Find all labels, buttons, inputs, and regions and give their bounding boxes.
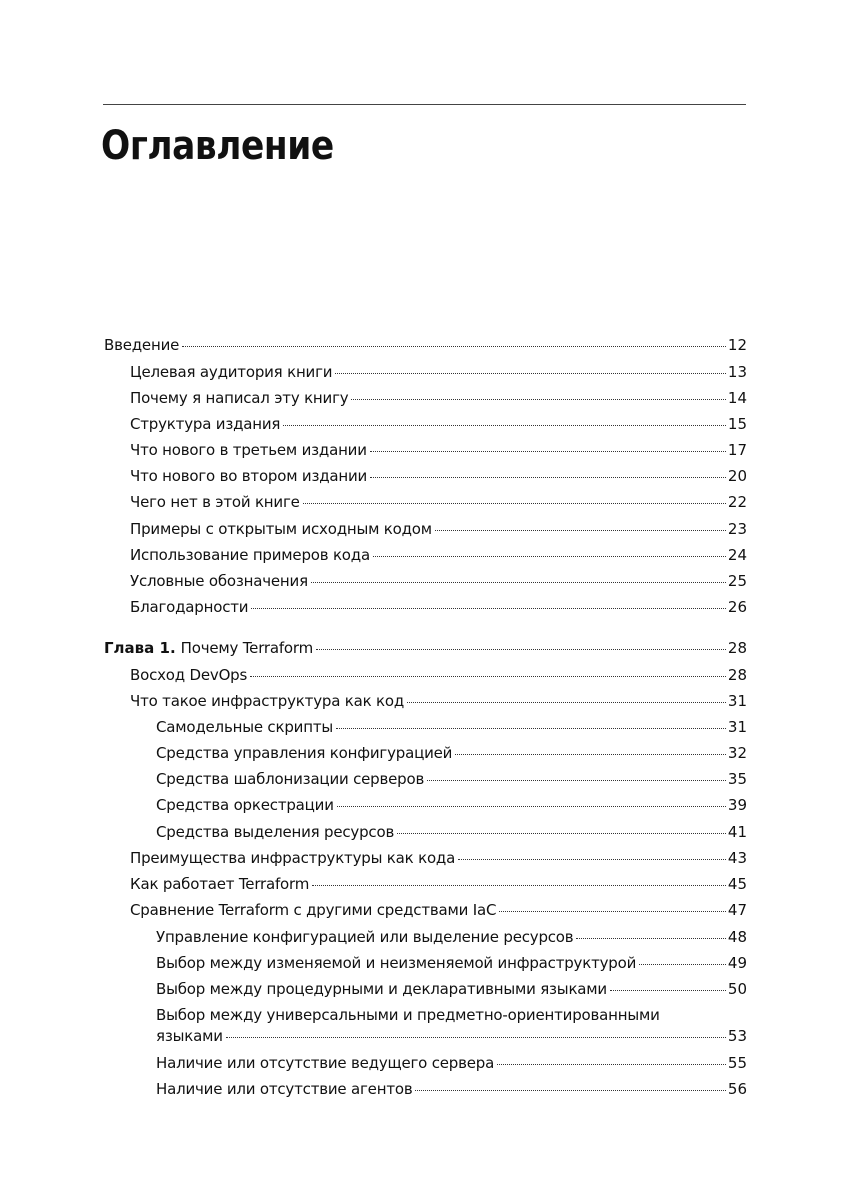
- toc-entry-label: Средства оркестрации: [156, 796, 334, 814]
- dot-leader: [316, 649, 726, 650]
- dot-leader: [182, 346, 726, 347]
- toc-entry-label: Выбор между изменяемой и неизменяемой инфраструктурой: [156, 954, 637, 972]
- toc-entry[interactable]: [130, 849, 747, 867]
- toc-entry-label: Наличие или отсутствие агентов: [156, 1080, 413, 1098]
- toc-page-number: 56: [727, 1080, 747, 1098]
- toc-entry-label-line1[interactable]: Выбор между универсальными и предметно-ориентированными: [156, 1006, 660, 1024]
- toc-entry-label: Благодарности: [130, 598, 249, 616]
- toc-entry[interactable]: [130, 598, 747, 616]
- toc-page-number: 39: [727, 796, 747, 814]
- toc-page-number: 23: [727, 520, 747, 538]
- toc-entry-label: Целевая аудитория книги: [130, 363, 333, 381]
- dot-leader: [435, 530, 726, 531]
- toc-entry[interactable]: [130, 546, 747, 564]
- toc-entry-label: Почему я написал эту книгу: [130, 389, 349, 407]
- dot-leader: [407, 702, 726, 703]
- dot-leader: [499, 911, 726, 912]
- toc-entry[interactable]: [156, 1027, 747, 1045]
- toc-page-number: 26: [727, 598, 747, 616]
- toc-page-number: 14: [727, 389, 747, 407]
- toc-page-number: 53: [727, 1027, 747, 1045]
- toc-entry-intro[interactable]: [104, 336, 747, 354]
- toc-page-number: 45: [727, 875, 747, 893]
- toc-entry[interactable]: [130, 692, 747, 710]
- dot-leader: [427, 780, 726, 781]
- toc-entry[interactable]: [156, 954, 747, 972]
- dot-leader: [576, 938, 725, 939]
- toc-entry-label: Что такое инфраструктура как код: [130, 692, 405, 710]
- toc-entry[interactable]: [156, 718, 747, 736]
- toc-page-number: 31: [727, 718, 747, 736]
- toc-entry-label: Управление конфигурацией или выделение ресурсов: [156, 928, 574, 946]
- toc-page-number: 24: [727, 546, 747, 564]
- dot-leader: [311, 582, 726, 583]
- dot-leader: [458, 859, 726, 860]
- dot-leader: [250, 676, 726, 677]
- toc-page-number: 13: [727, 363, 747, 381]
- toc-entry-label: Наличие или отсутствие ведущего сервера: [156, 1054, 495, 1072]
- toc-entry-chapter-1[interactable]: [104, 639, 747, 657]
- toc-entry[interactable]: [156, 796, 747, 814]
- toc-page-number: 28: [727, 639, 747, 657]
- toc-page-number: 48: [727, 928, 747, 946]
- toc-entry[interactable]: [156, 770, 747, 788]
- toc-page-number: 28: [727, 666, 747, 684]
- toc-entry[interactable]: [130, 363, 747, 381]
- dot-leader: [639, 964, 726, 965]
- table-of-contents: [104, 0, 747, 1200]
- toc-page-number: 31: [727, 692, 747, 710]
- toc-entry-label: Самодельные скрипты: [156, 718, 333, 736]
- toc-entry[interactable]: [156, 980, 747, 998]
- toc-entry[interactable]: [130, 467, 747, 485]
- toc-page-number: 43: [727, 849, 747, 867]
- toc-entry-label: Средства шаблонизации серверов: [156, 770, 425, 788]
- dot-leader: [370, 477, 726, 478]
- dot-leader: [370, 451, 726, 452]
- toc-entry[interactable]: [130, 493, 747, 511]
- toc-entry-label: Средства управления конфигурацией: [156, 744, 453, 762]
- dot-leader: [497, 1064, 726, 1065]
- dot-leader: [283, 425, 726, 426]
- toc-entry[interactable]: [130, 666, 747, 684]
- toc-entry-label: Средства выделения ресурсов: [156, 823, 395, 841]
- toc-entry-label: Введение: [104, 336, 180, 354]
- dot-leader: [455, 754, 726, 755]
- toc-entry-label: Выбор между процедурными и декларативными языками: [156, 980, 607, 998]
- toc-entry[interactable]: [130, 520, 747, 538]
- toc-page-number: 49: [727, 954, 747, 972]
- toc-page-number: 20: [727, 467, 747, 485]
- chapter-prefix: Глава 1.: [104, 639, 176, 657]
- toc-entry-label: языками: [156, 1027, 223, 1045]
- toc-entry[interactable]: [130, 572, 747, 590]
- toc-entry-label: Что нового во втором издании: [130, 467, 368, 485]
- toc-entry-label: Примеры с открытым исходным кодом: [130, 520, 432, 538]
- dot-leader: [336, 728, 726, 729]
- dot-leader: [312, 885, 726, 886]
- dot-leader: [303, 503, 726, 504]
- toc-entry[interactable]: [156, 1080, 747, 1098]
- toc-entry[interactable]: [156, 823, 747, 841]
- toc-page-number: 15: [727, 415, 747, 433]
- toc-entry[interactable]: [156, 928, 747, 946]
- toc-page-number: 17: [727, 441, 747, 459]
- toc-entry-label: Использование примеров кода: [130, 546, 370, 564]
- toc-entry[interactable]: [156, 744, 747, 762]
- dot-leader: [351, 399, 725, 400]
- toc-entry-label: Условные обозначения: [130, 572, 308, 590]
- dot-leader: [251, 608, 726, 609]
- toc-entry-label: Почему Terraform: [180, 639, 314, 657]
- toc-entry-label: Как работает Terraform: [130, 875, 310, 893]
- dot-leader: [337, 806, 726, 807]
- toc-entry-label: Что нового в третьем издании: [130, 441, 367, 459]
- toc-page-number: 41: [727, 823, 747, 841]
- dot-leader: [415, 1090, 725, 1091]
- dot-leader: [226, 1037, 726, 1038]
- toc-entry-label: Структура издания: [130, 415, 281, 433]
- toc-page-number: 12: [727, 336, 747, 354]
- toc-page-number: 55: [727, 1054, 747, 1072]
- toc-page-number: 22: [727, 493, 747, 511]
- toc-page-number: 47: [727, 901, 747, 919]
- toc-entry[interactable]: [130, 415, 747, 433]
- dot-leader: [373, 556, 726, 557]
- toc-entry-label: Преимущества инфраструктуры как кода: [130, 849, 456, 867]
- dot-leader: [610, 990, 726, 991]
- toc-entry-label: Сравнение Terraform с другими средствами IaC: [130, 901, 497, 919]
- toc-entry[interactable]: [130, 901, 747, 919]
- toc-page-number: 50: [727, 980, 747, 998]
- toc-entry-label: Восход DevOps: [130, 666, 248, 684]
- toc-entry-label: Чего нет в этой книге: [130, 493, 300, 511]
- toc-page-number: 35: [727, 770, 747, 788]
- dot-leader: [397, 833, 726, 834]
- toc-page-number: 25: [727, 572, 747, 590]
- dot-leader: [335, 373, 726, 374]
- toc-entry[interactable]: [130, 441, 747, 459]
- page-title: Оглавление: [101, 123, 334, 169]
- toc-page-number: 32: [727, 744, 747, 762]
- toc-entry[interactable]: [130, 389, 747, 407]
- toc-entry[interactable]: [156, 1054, 747, 1072]
- toc-entry[interactable]: [130, 875, 747, 893]
